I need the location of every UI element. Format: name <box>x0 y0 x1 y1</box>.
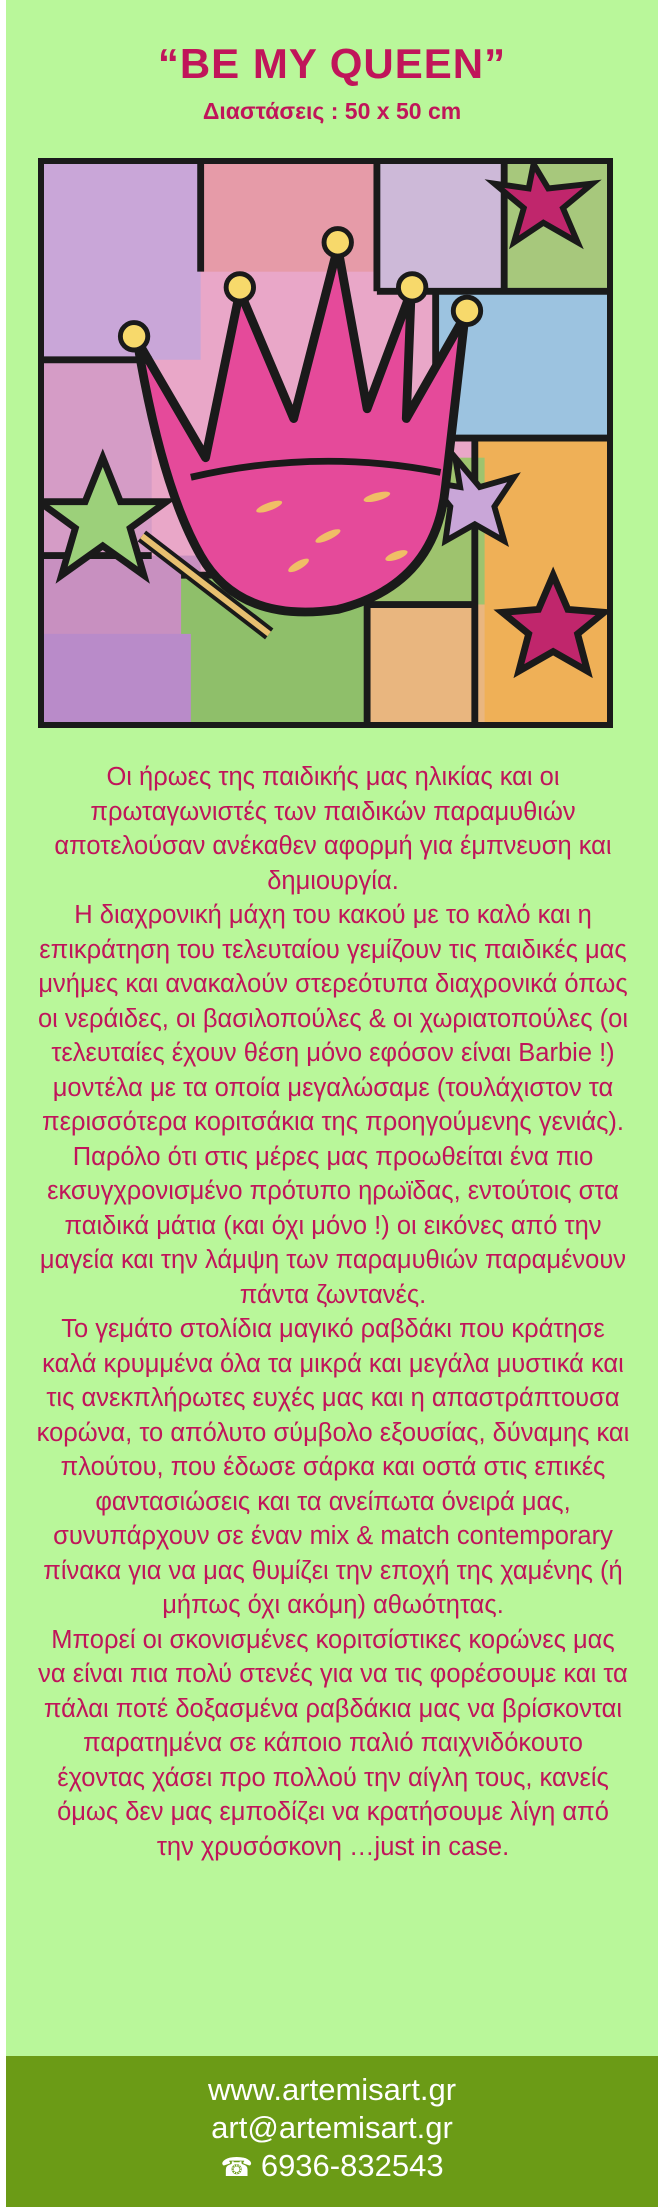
crown-painting-icon <box>44 164 607 722</box>
contact-footer <box>6 2056 658 2207</box>
description-paragraph: Η διαχρονική μάχη του κακού με το καλό και η επικράτηση του τελευταίου γεμίζουν τις παιδικές μας μνήμες και ανακαλούν στερεότυπα διαχρονικά όπως οι νεράιδες, οι βασιλοπούλες & οι χωριατοπούλες (οι τελευταίες έχουν θέση μόνο εφόσον είναι Barbie !) μοντέλα με τα οποία μεγαλώσαμε (τουλάχιστον τα περισσότερα κοριτσάκια της προηγούμενης γενιάς). <box>37 901 629 1136</box>
description-paragraph: Μπορεί οι σκονισμένες κοριτσίστικες κορώνες μας να είναι πια πολύ στενές για να τις φορέσουμε και τα πάλαι ποτέ δοξασμένα ραβδάκια μας να βρίσκονται παρατημένα σε κάποιο παλιό παιχνιδόκουτο έχοντας χάσει προ πολλού την αίγλη τους, κανείς όμως δεν μας εμποδίζει να κρατήσουμε λίγη από την χρυσόσκονη …just in case. <box>38 1625 628 1861</box>
website-link[interactable]: www.artemisart.gr <box>207 2072 457 2107</box>
artwork-description <box>36 760 630 1864</box>
description-paragraph: Παρόλο ότι στις μέρες μας προωθείται ένα πιο εκσυγχρονισμένο πρότυπο ηρωϊδας, εντούτοις στα παιδικά μάτια (και όχι μόνο !) οι εικόνες από την μαγεία και την λάμψη των παραμυθιών παραμένουν πάντα ζωντανές. <box>39 1142 627 1309</box>
artwork-title: “BE MY QUEEN” <box>157 40 507 87</box>
description-paragraph: Οι ήρωες της παιδικής μας ηλικίας και οι πρωταγωνιστές των παιδικών παραμυθιών αποτελούσαν ανέκαθεν αφορμή για έμπνευση και δημιουργία. <box>54 763 612 895</box>
phone-icon: ☎ <box>220 2152 253 2182</box>
crown-painting-image <box>38 158 613 728</box>
phone-contact[interactable] <box>6 2148 658 2184</box>
email-link[interactable]: art@artemisart.gr <box>211 2110 453 2145</box>
poster <box>6 0 658 2207</box>
description-paragraph: Το γεμάτο στολίδια μαγικό ραβδάκι που κράτησε καλά κρυμμένα όλα τα μικρά και μεγάλα μυστικά και τις ανεκπλήρωτες ευχές μας και η απαστράπτουσα κορώνα, το απόλυτο σύμβολο εξουσίας, δύναμης και πλούτου, που έδωσε σάρκα και οστά στις επικές φαντασιώσεις και τα ανείπωτα όνειρά μας, συνυπάρχουν σε έναν mix & match contemporary πίνακα για να μας θυμίζει την εποχή της χαμένης (ή μήπως όχι ακόμη) αθωότητας. <box>36 1315 630 1619</box>
phone-number: 6936-832543 <box>260 2148 444 2183</box>
artwork-dimensions: Διαστάσεις : 50 x 50 cm <box>202 98 462 124</box>
